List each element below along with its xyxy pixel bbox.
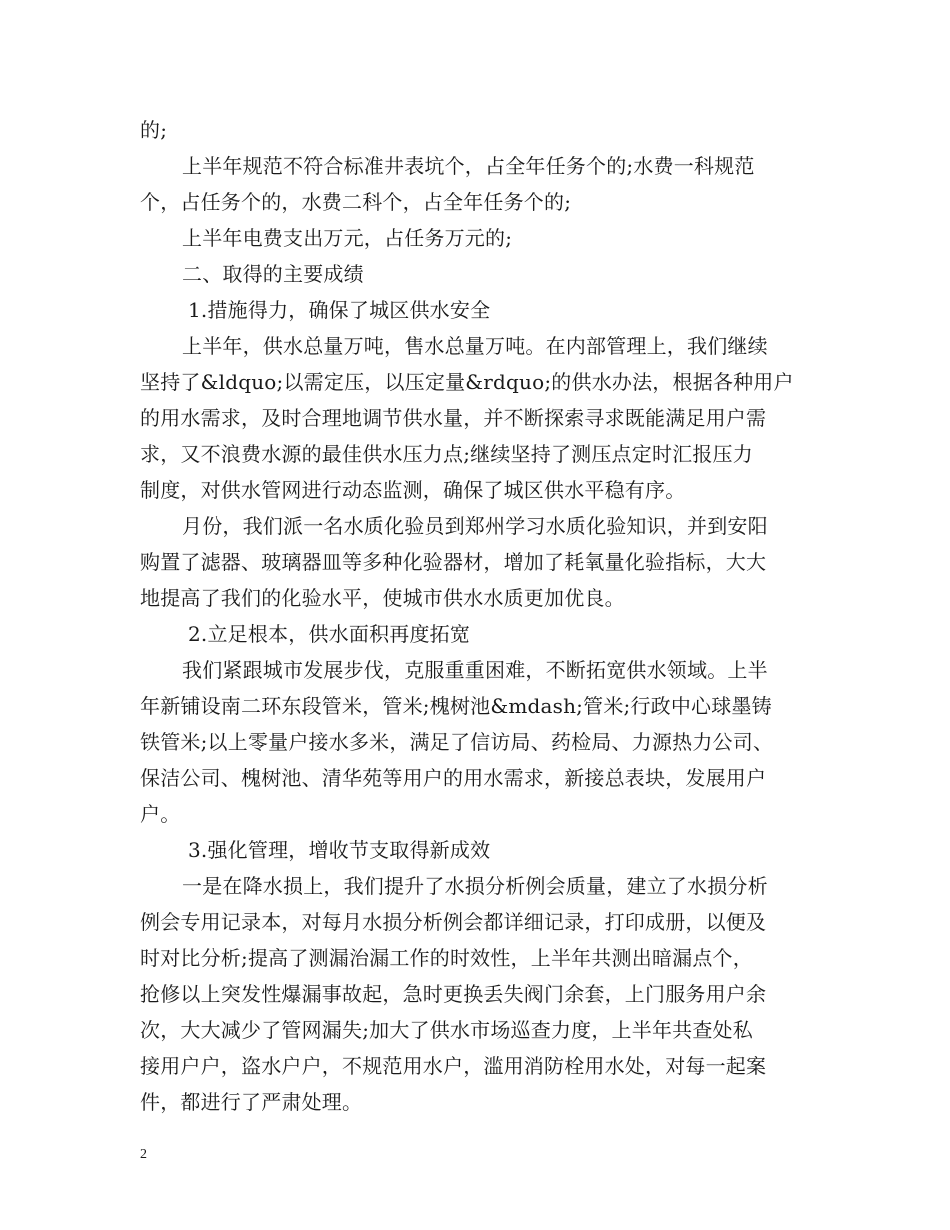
- paragraph-line: 上半年，供水总量万吨，售水总量万吨。在内部管理上，我们继续: [182, 334, 768, 358]
- text-line: 个，占任务个的，水费二科个，占全年任务个的;: [140, 190, 572, 214]
- text-line: 例会专用记录本，对每月水损分析例会都详细记录，打印成册，以便及: [140, 910, 767, 934]
- text-line: 的用水需求，及时合理地调节供水量，并不断探索寻求既能满足用户需: [140, 406, 767, 430]
- text-line: 保洁公司、槐树池、清华苑等用户的用水需求，新接总表块，发展用户: [140, 766, 767, 790]
- text-line: 件，都进行了严肃处理。: [140, 1090, 363, 1114]
- text-line: 坚持了&ldquo;以需定压，以压定量&rdquo;的供水办法，根据各种用户: [140, 370, 794, 394]
- text-line: 的;: [140, 118, 168, 142]
- text-line: 购置了滤器、玻璃器皿等多种化验器材，增加了耗氧量化验指标，大大: [140, 550, 767, 574]
- subsection-heading: 2.立足根本，供水面积再度拓宽: [188, 622, 471, 646]
- text-line: 抢修以上突发性爆漏事故起，急时更换丢失阀门余套，上门服务用户余: [140, 982, 767, 1006]
- text-line: 户。: [140, 802, 181, 826]
- subsection-heading: 3.强化管理，增收节支取得新成效: [188, 838, 491, 862]
- subsection-heading: 1.措施得力，确保了城区供水安全: [188, 298, 491, 322]
- page-number: 2: [140, 1147, 147, 1162]
- text-line: 地提高了我们的化验水平，使城市供水水质更加优良。: [140, 586, 625, 610]
- section-heading: 二、取得的主要成绩: [182, 262, 364, 286]
- text-line: 接用户户，盗水户户，不规范用水户，滥用消防栓用水处，对每一起案: [140, 1054, 767, 1078]
- text-line: 次，大大减少了管网漏失;加大了供水市场巡查力度，上半年共查处私: [140, 1018, 753, 1042]
- text-line: 铁管米;以上零量户接水多米，满足了信访局、药检局、力源热力公司、: [140, 730, 774, 754]
- text-line: 制度，对供水管网进行动态监测，确保了城区供水平稳有序。: [140, 478, 686, 502]
- paragraph-line: 上半年电费支出万元，占任务万元的;: [182, 226, 513, 250]
- paragraph-line: 我们紧跟城市发展步伐，克服重重困难，不断拓宽供水领域。上半: [182, 658, 768, 682]
- paragraph-line: 上半年规范不符合标准井表坑个，占全年任务个的;水费一科规范: [182, 154, 755, 178]
- text-line: 求，又不浪费水源的最佳供水压力点;继续坚持了测压点定时汇报压力: [140, 442, 753, 466]
- text-line: 时对比分析;提高了测漏治漏工作的时效性，上半年共测出暗漏点个，: [140, 946, 753, 970]
- text-line: 年新铺设南二环东段管米，管米;槐树池&mdash;管米;行政中心球墨铸: [140, 694, 772, 718]
- paragraph-line: 月份，我们派一名水质化验员到郑州学习水质化验知识，并到安阳: [182, 514, 768, 538]
- paragraph-line: 一是在降水损上，我们提升了水损分析例会质量，建立了水损分析: [182, 874, 768, 898]
